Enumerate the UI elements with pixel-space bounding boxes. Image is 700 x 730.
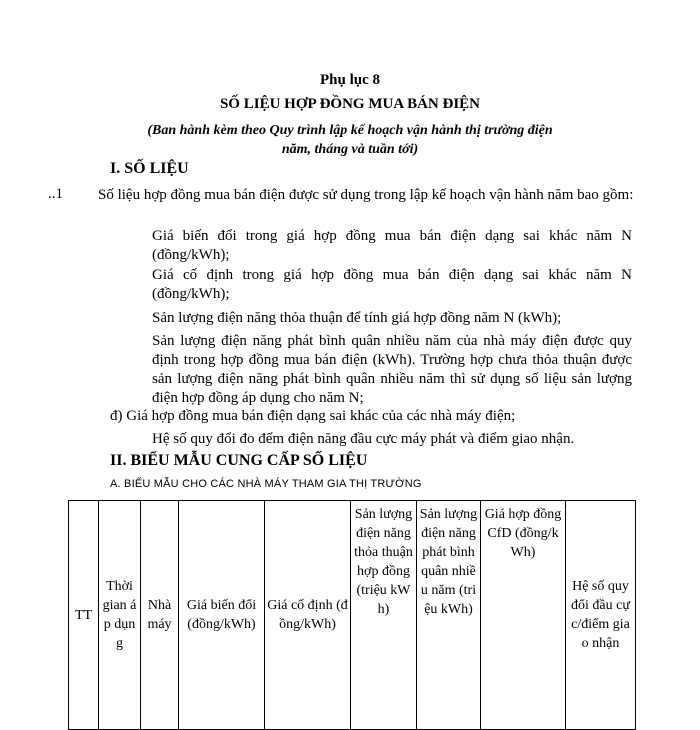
list-item-average-output: Sản lượng điện năng phát bình quân nhiều năm của nhà máy điện được quy định trong hợp đồng mua bán điện (kWh). Trường hợp chưa thỏa thuận được sản lượng điện năng phát bình quân nhiều năm thì sử dụng số liệu sản lượng điện hợp đồng áp dụng cho năm N;: [152, 333, 632, 406]
list-item-agreed-output: Sản lượng điện năng thỏa thuận để tính giá hợp đồng năm N (kWh);: [152, 310, 562, 326]
column-header-period: Thời gian áp dụng: [99, 501, 141, 730]
column-header-agreed-output: Sản lượng điện năng thỏa thuận hợp đồng (triệu kWh): [351, 501, 417, 730]
list-item-cfd-price: đ) Giá hợp đồng mua bán điện dạng sai khác của các nhà máy điện;: [110, 408, 516, 424]
document-title: SỐ LIỆU HỢP ĐỒNG MUA BÁN ĐIỆN: [219, 96, 481, 112]
column-header-conversion-factor: Hệ số quy đổi đầu cực/điểm giao nhận: [566, 501, 636, 730]
column-header-tt: TT: [69, 501, 99, 730]
section-1-heading: I. SỐ LIỆU: [110, 160, 189, 177]
table-header-row: [69, 501, 636, 730]
subtitle-line-2: năm, tháng và tuần tới): [281, 142, 419, 157]
column-header-cfd-price: Giá hợp đồng CfD (đồng/kWh): [481, 501, 566, 730]
data-form-table: [68, 500, 636, 730]
list-item-fixed-price: Giá cố định trong giá hợp đồng mua bán điện dạng sai khác năm N (đồng/kWh);: [152, 267, 632, 302]
subtitle-line-1: (Ban hành kèm theo Quy trình lập kế hoạch vận hành thị trường điện: [147, 123, 553, 138]
appendix-label: Phụ lục 8: [319, 72, 380, 88]
column-header-fixed-price: Giá cố định (đồng/kWh): [265, 501, 351, 730]
document-subtitle: [0, 121, 700, 159]
column-header-plant: Nhà máy: [141, 501, 179, 730]
item-number: ..1: [48, 186, 63, 202]
section-2-heading: II. BIỂU MẪU CUNG CẤP SỐ LIỆU: [110, 452, 368, 469]
column-header-average-output: Sản lượng điện năng phát bình quân nhiều năm (triệu kWh): [417, 501, 481, 730]
column-header-variable-price: Giá biến đổi (đồng/kWh): [179, 501, 265, 730]
form-a-title: A. BIỂU MẪU CHO CÁC NHÀ MÁY THAM GIA THỊ TRƯỜNG: [110, 478, 422, 490]
intro-paragraph: Số liệu hợp đồng mua bán điện được sử dụng trong lập kế hoạch vận hành năm bao gồm:: [98, 187, 634, 203]
list-item-conversion-factor: Hệ số quy đổi đo đếm điện năng đầu cực máy phát và điểm giao nhận.: [152, 431, 575, 447]
list-item-variable-price: Giá biến đổi trong giá hợp đồng mua bán điện dạng sai khác năm N (đồng/kWh);: [152, 228, 632, 263]
